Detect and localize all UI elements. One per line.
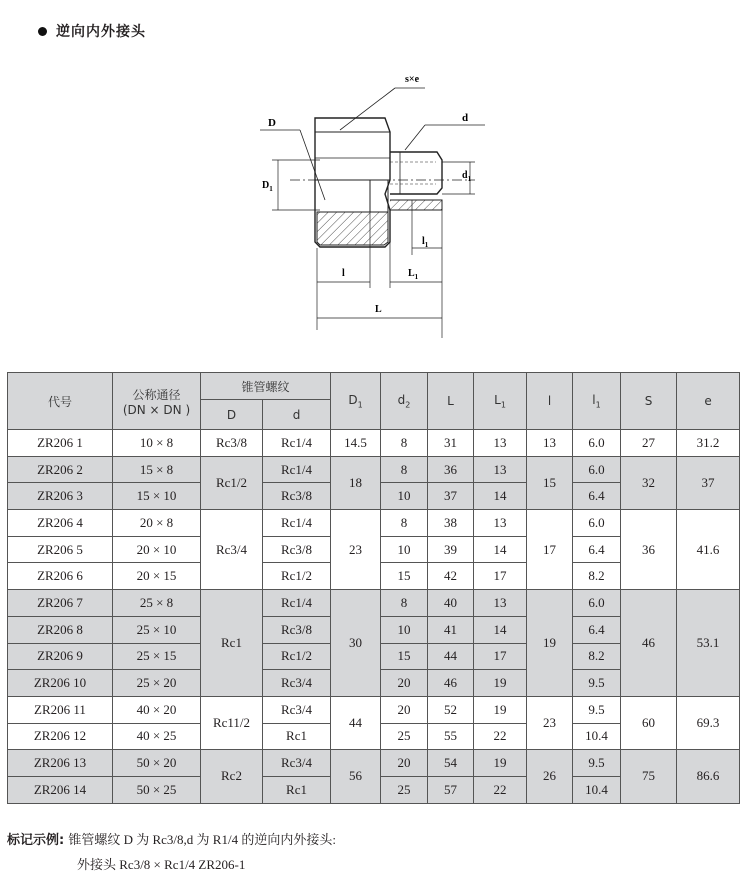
label-L: L (375, 304, 382, 315)
table-cell: 13 (474, 510, 527, 537)
table-cell: 26 (527, 750, 573, 803)
note-line2: 外接头 Rc3/8 × Rc1/4 ZR206-1 (77, 857, 246, 872)
table-cell: 40 × 25 (113, 723, 201, 750)
table-cell: 20 (381, 750, 428, 777)
table-cell: 56 (331, 750, 381, 803)
section-heading (38, 20, 146, 42)
label-d: d (462, 112, 469, 124)
table-cell: 15 × 8 (113, 456, 201, 483)
table-cell: 37 (677, 456, 740, 509)
table-cell: ZR206 13 (8, 750, 113, 777)
table-row (8, 456, 740, 483)
header-nominal: 公称通径 (DN × DN ) (113, 373, 201, 430)
table-cell: Rc1/4 (263, 510, 331, 537)
table-cell: 19 (474, 750, 527, 777)
table-cell: 10 (381, 616, 428, 643)
table-cell: 6.0 (573, 590, 621, 617)
table-cell: 14 (474, 536, 527, 563)
table-cell: 23 (527, 696, 573, 749)
table-cell: 15 (381, 643, 428, 670)
table-cell: ZR206 12 (8, 723, 113, 750)
table-cell: 50 × 20 (113, 750, 201, 777)
table-cell: Rc3/8 (263, 536, 331, 563)
table-cell: ZR206 3 (8, 483, 113, 510)
table-cell: 8 (381, 430, 428, 457)
table-cell: Rc3/4 (263, 750, 331, 777)
table-cell: ZR206 7 (8, 590, 113, 617)
label-l: l (342, 268, 345, 279)
table-cell: Rc11/2 (201, 696, 263, 749)
table-cell: 8.2 (573, 563, 621, 590)
table-cell: 8 (381, 510, 428, 537)
header-l: l (527, 373, 573, 430)
table-cell: 19 (474, 696, 527, 723)
table-cell: Rc3/8 (263, 483, 331, 510)
table-cell: 36 (621, 510, 677, 590)
table-cell: 55 (428, 723, 474, 750)
table-cell: 27 (621, 430, 677, 457)
table-cell: ZR206 10 (8, 670, 113, 697)
table-cell: Rc3/4 (263, 670, 331, 697)
table-cell: 38 (428, 510, 474, 537)
table-cell: ZR206 4 (8, 510, 113, 537)
table-cell: 20 × 8 (113, 510, 201, 537)
table-cell: ZR206 9 (8, 643, 113, 670)
table-cell: ZR206 11 (8, 696, 113, 723)
dimension-table (7, 372, 740, 804)
table-cell: 14 (474, 483, 527, 510)
table-cell: 17 (474, 563, 527, 590)
header-l1: $l_1$ (573, 373, 621, 430)
table-cell: 6.4 (573, 483, 621, 510)
table-cell: 6.0 (573, 456, 621, 483)
label-D: D (268, 117, 276, 129)
header-code: 代号 (8, 373, 113, 430)
table-cell: 41.6 (677, 510, 740, 590)
table-cell: 13 (474, 590, 527, 617)
table-cell: 50 × 25 (113, 776, 201, 803)
table-cell: 25 × 8 (113, 590, 201, 617)
table-cell: 53.1 (677, 590, 740, 697)
table-cell: Rc3/4 (263, 696, 331, 723)
table-cell: 25 × 10 (113, 616, 201, 643)
table-cell: 10 (381, 483, 428, 510)
table-cell: 37 (428, 483, 474, 510)
table-cell: 44 (331, 696, 381, 749)
table-row (8, 430, 740, 457)
table-cell: 19 (474, 670, 527, 697)
table-cell: 86.6 (677, 750, 740, 803)
table-cell: 54 (428, 750, 474, 777)
table-cell: 25 × 20 (113, 670, 201, 697)
table-cell: 10 (381, 536, 428, 563)
table-cell: Rc1 (263, 723, 331, 750)
header-L: L (428, 373, 474, 430)
header-thread: 锥管螺纹 (201, 373, 331, 400)
section-title: 逆向内外接头 (56, 24, 146, 40)
table-cell: ZR206 8 (8, 616, 113, 643)
label-L1: $L_1$ (408, 268, 419, 281)
table-cell: 13 (527, 430, 573, 457)
table-cell: 17 (527, 510, 573, 590)
table-cell: 13 (474, 456, 527, 483)
table-cell: ZR206 6 (8, 563, 113, 590)
table-cell: Rc3/4 (201, 510, 263, 590)
label-D1: $D_1$ (262, 180, 273, 193)
header-d: d (263, 400, 331, 430)
table-cell: 6.4 (573, 536, 621, 563)
table-cell: 44 (428, 643, 474, 670)
table-cell: 14 (474, 616, 527, 643)
hatched-section (317, 212, 388, 245)
table-row (8, 510, 740, 537)
table-cell: 52 (428, 696, 474, 723)
table-cell: ZR206 5 (8, 536, 113, 563)
table-cell: Rc3/8 (201, 430, 263, 457)
table-cell: 17 (474, 643, 527, 670)
table-cell: 13 (474, 430, 527, 457)
table-cell: Rc1/4 (263, 456, 331, 483)
table-cell: Rc1/2 (263, 643, 331, 670)
bullet-icon (38, 27, 47, 36)
table-cell: 6.0 (573, 430, 621, 457)
table-cell: 23 (331, 510, 381, 590)
fitting-drawing (200, 60, 500, 345)
table-cell: 25 (381, 776, 428, 803)
table-cell: 6.0 (573, 510, 621, 537)
table-cell: Rc3/8 (263, 616, 331, 643)
table-cell: 46 (621, 590, 677, 697)
table-cell: 22 (474, 776, 527, 803)
header-S: S (621, 373, 677, 430)
table-cell: 40 (428, 590, 474, 617)
table-cell: 10.4 (573, 776, 621, 803)
table-row (8, 590, 740, 617)
table-cell: Rc1 (201, 590, 263, 697)
marking-example (7, 828, 336, 877)
table-cell: 9.5 (573, 750, 621, 777)
table-cell: 8.2 (573, 643, 621, 670)
table-cell: Rc1/2 (201, 456, 263, 509)
table-cell: 32 (621, 456, 677, 509)
table-cell: ZR206 2 (8, 456, 113, 483)
table-cell: 6.4 (573, 616, 621, 643)
note-line1: 锥管螺纹 D 为 Rc3/8,d 为 R1/4 的逆向内外接头: (68, 832, 336, 847)
table-cell: 31 (428, 430, 474, 457)
table-cell: 57 (428, 776, 474, 803)
table-cell: 39 (428, 536, 474, 563)
table-cell: 31.2 (677, 430, 740, 457)
table-cell: 10.4 (573, 723, 621, 750)
label-l1: $l_1$ (422, 236, 429, 249)
note-label: 标记示例: (7, 833, 65, 848)
table-cell: 9.5 (573, 696, 621, 723)
table-cell: 46 (428, 670, 474, 697)
header-L1: $L_1$ (474, 373, 527, 430)
table-cell: 15 (381, 563, 428, 590)
table-cell: 75 (621, 750, 677, 803)
table-cell: 25 × 15 (113, 643, 201, 670)
table-cell: Rc1 (263, 776, 331, 803)
table-cell: 19 (527, 590, 573, 697)
header-D: D (201, 400, 263, 430)
table-cell: 22 (474, 723, 527, 750)
table-cell: 36 (428, 456, 474, 483)
table-cell: 25 (381, 723, 428, 750)
label-sxe: s×e (405, 74, 420, 85)
table-cell: ZR206 14 (8, 776, 113, 803)
table-cell: 20 × 15 (113, 563, 201, 590)
table-cell: 15 (527, 456, 573, 509)
table-cell: 14.5 (331, 430, 381, 457)
table-cell: 8 (381, 590, 428, 617)
label-d1: $d_1$ (462, 170, 472, 183)
table-cell: 18 (331, 456, 381, 509)
table-cell: 20 (381, 696, 428, 723)
table-cell: 8 (381, 456, 428, 483)
table-row (8, 750, 740, 777)
table-cell: 42 (428, 563, 474, 590)
table-row (8, 696, 740, 723)
table-cell: 20 × 10 (113, 536, 201, 563)
male-spigot (390, 152, 442, 194)
table-cell: Rc1/4 (263, 430, 331, 457)
header-D1: $D_1$ (331, 373, 381, 430)
header-e: e (677, 373, 740, 430)
table-cell: 30 (331, 590, 381, 697)
table-cell: Rc1/4 (263, 590, 331, 617)
table-cell: 20 (381, 670, 428, 697)
table-cell: 9.5 (573, 670, 621, 697)
header-d2: $d_2$ (381, 373, 428, 430)
table-cell: 15 × 10 (113, 483, 201, 510)
table-cell: 10 × 8 (113, 430, 201, 457)
table-cell: 69.3 (677, 696, 740, 749)
table-cell: 40 × 20 (113, 696, 201, 723)
table-cell: Rc2 (201, 750, 263, 803)
table-cell: ZR206 1 (8, 430, 113, 457)
table-cell: Rc1/2 (263, 563, 331, 590)
table-cell: 41 (428, 616, 474, 643)
table-cell: 60 (621, 696, 677, 749)
